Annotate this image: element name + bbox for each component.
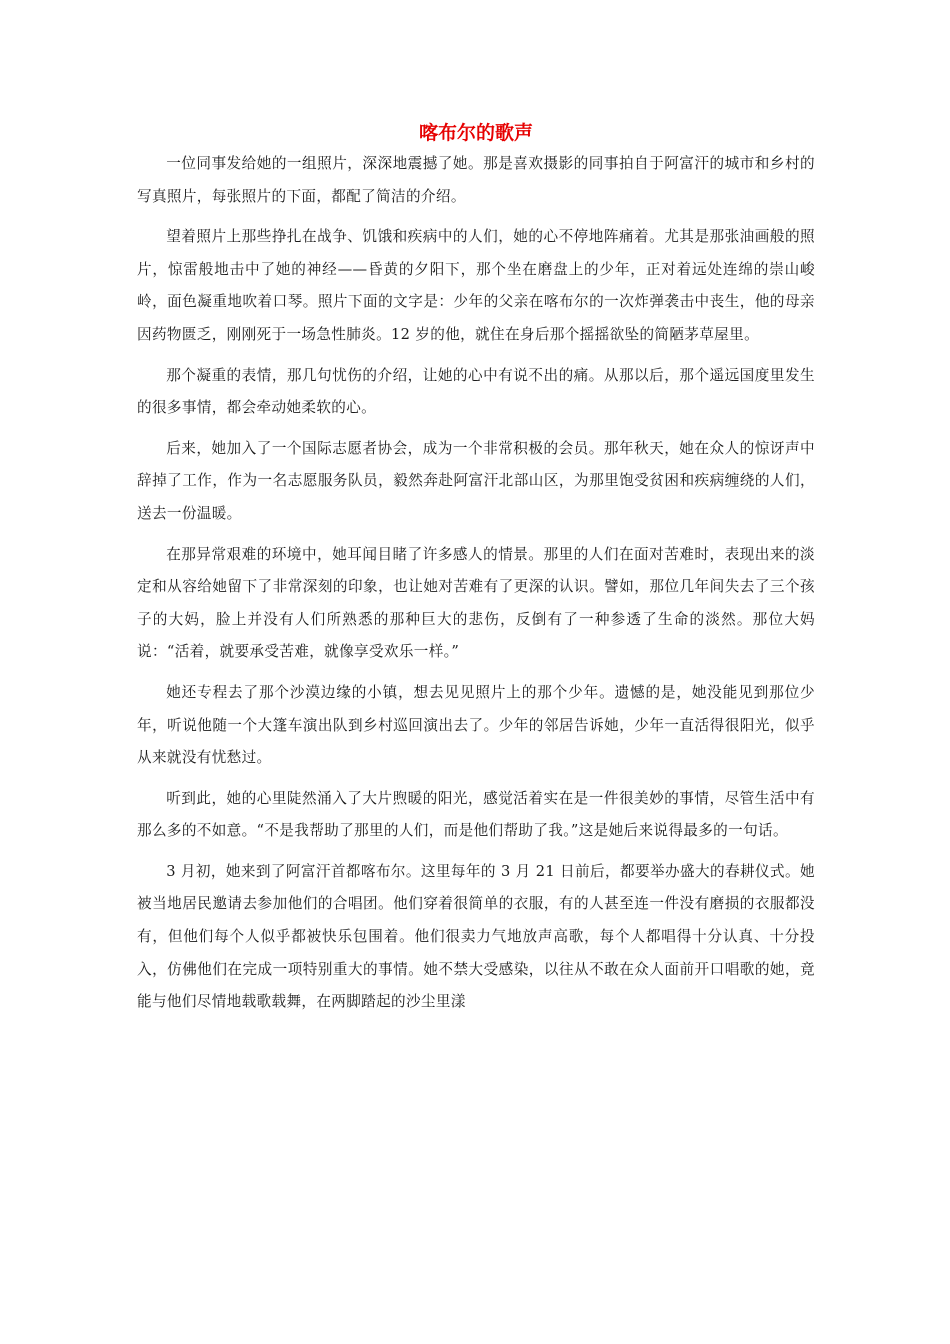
paragraph: 她还专程去了那个沙漠边缘的小镇，想去见见照片上的那个少年。遗憾的是，她没能见到那位少年，听说他随一个大篷车演出队到乡村巡回演出去了。少年的邻居告诉她，少年一直活得很阳光，似乎从来就没有忧愁过。 [137, 683, 815, 767]
paragraph: 一位同事发给她的一组照片，深深地震撼了她。那是喜欢摄影的同事拍自于阿富汗的城市和乡村的写真照片，每张照片的下面，都配了简洁的介绍。 [137, 155, 815, 205]
paragraph: 后来，她加入了一个国际志愿者协会，成为一个非常积极的会员。那年秋天，她在众人的惊讶声中辞掉了工作，作为一名志愿服务队员，毅然奔赴阿富汗北部山区，为那里饱受贫困和疾病缠绕的人们，送去一份温暖。 [137, 439, 815, 522]
paragraph: 听到此，她的心里陡然涌入了大片煦暖的阳光，感觉活着实在是一件很美妙的事情，尽管生活中有那么多的不如意。“不是我帮助了那里的人们，而是他们帮助了我。”这是她后来说得最多的一句话。 [137, 789, 815, 840]
paragraph: 在那异常艰难的环境中，她耳闻目睹了许多感人的情景。那里的人们在面对苦难时，表现出来的淡定和从容给她留下了非常深刻的印象，也让她对苦难有了更深的认识。譬如，那位几年间失去了三个孩子的大妈，脸上并没有人们所熟悉的那种巨大的悲伤，反倒有了一种参透了生命的淡然。那位大妈说：“活着，就要承受苦难，就像享受欢乐一样。” [137, 545, 815, 661]
document-body [137, 118, 815, 1027]
paragraph: 3 月初，她来到了阿富汗首都喀布尔。这里每年的 3 月 21 日前后，都要举办盛大的春耕仪式。她被当地居民邀请去参加他们的合唱团。他们穿着很简单的衣服，有的人甚至连一件没有磨损的衣服都没有，但他们每个人似乎都被快乐包围着。他们很卖力气地放声高歌，每个人都唱得十分认真、十分投入，仿佛他们在完成一项特别重大的事情。她不禁大受感染，以往从不敢在众人面前开口唱歌的她，竟能与他们尽情地载歌载舞，在两脚踏起的沙尘里漾 [137, 862, 815, 1011]
document-title: 喀布尔的歌声 [418, 122, 533, 144]
paragraph: 望着照片上那些挣扎在战争、饥饿和疾病中的人们，她的心不停地阵痛着。尤其是那张油画般的照片，惊雷般地击中了她的神经——昏黄的夕阳下，那个坐在磨盘上的少年，正对着远处连绵的崇山峻岭，面色凝重地吹着口琴。照片下面的文字是：少年的父亲在喀布尔的一次炸弹袭击中丧生，他的母亲因药物匮乏，刚刚死于一场急性肺炎。12 岁的他，就住在身后那个摇摇欲坠的简陋茅草屋里。 [137, 228, 815, 343]
paragraph: 那个凝重的表情，那几句忧伤的介绍，让她的心中有说不出的痛。从那以后，那个遥远国度里发生的很多事情，都会牵动她柔软的心。 [137, 366, 815, 417]
